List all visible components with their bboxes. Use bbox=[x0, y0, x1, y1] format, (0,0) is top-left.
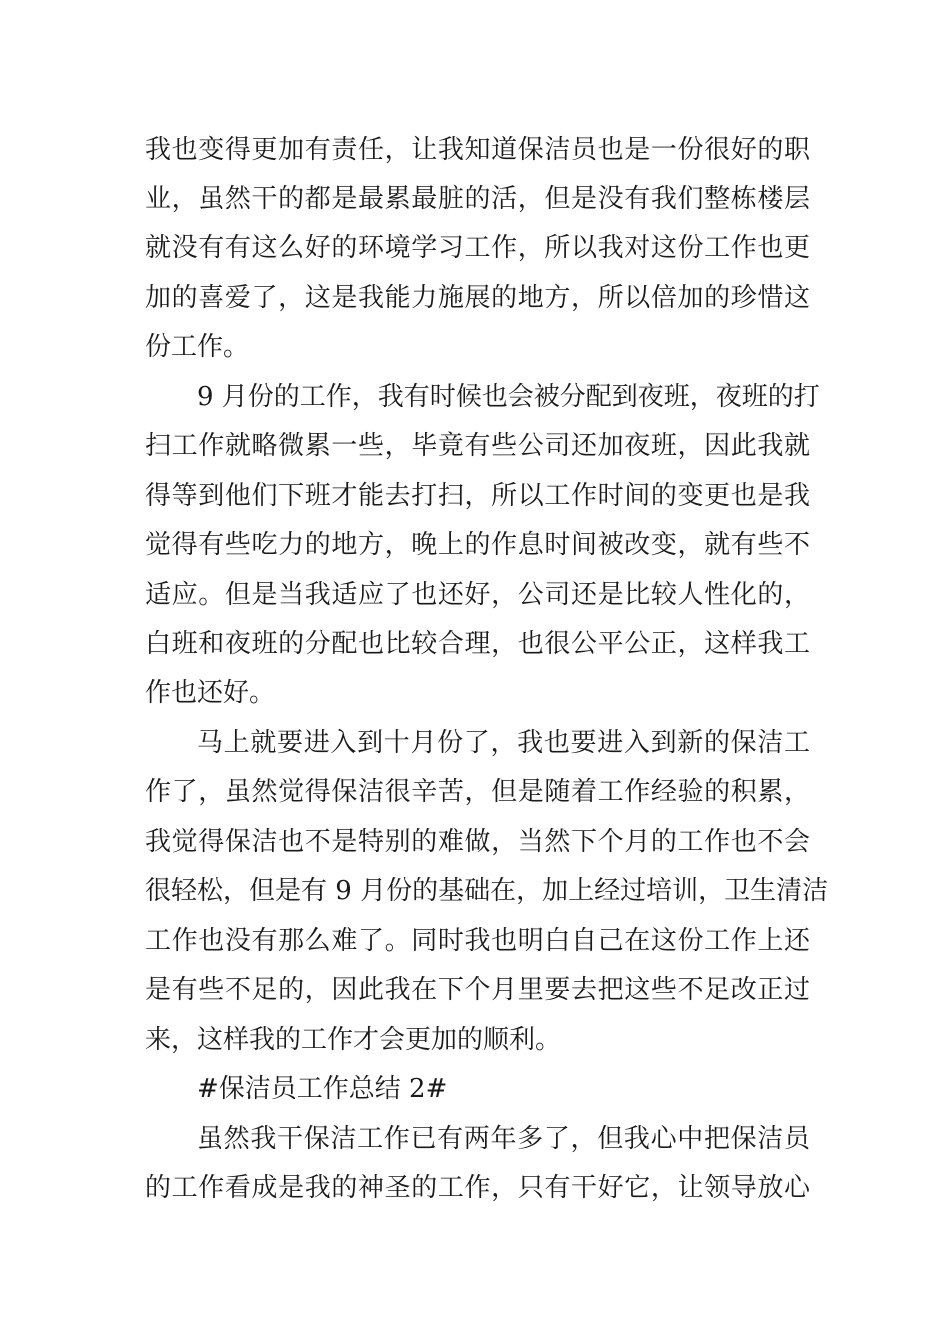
text-line: 9 月份的工作，我有时候也会被分配到夜班，夜班的打 bbox=[197, 382, 820, 412]
text-line: 来，这样我的工作才会更加的顺利。 bbox=[145, 1025, 562, 1055]
text-line: 作也还好。 bbox=[145, 678, 276, 708]
text-line: 适应。但是当我适应了也还好，公司还是比较人性化的， bbox=[145, 580, 810, 610]
text-line: 我也变得更加有责任，让我知道保洁员也是一份很好的职 bbox=[145, 135, 810, 165]
text-line: 加的喜爱了，这是我能力施展的地方，所以倍加的珍惜这 bbox=[145, 283, 810, 313]
text-line: 的工作看成是我的神圣的工作，只有干好它，让领导放心 bbox=[145, 1173, 810, 1203]
text-line: 是有些不足的，因此我在下个月里要去把这些不足改正过 bbox=[145, 975, 810, 1005]
text-line: 得等到他们下班才能去打扫，所以工作时间的变更也是我 bbox=[145, 481, 810, 511]
text-line: 份工作。 bbox=[145, 332, 250, 362]
text-line: 白班和夜班的分配也比较合理，也很公平公正，这样我工 bbox=[145, 629, 810, 659]
text-line: 虽然我干保洁工作已有两年多了，但我心中把保洁员 bbox=[197, 1124, 810, 1154]
text-line: 我觉得保洁也不是特别的难做，当然下个月的工作也不会 bbox=[145, 827, 810, 857]
heading-text: #保洁员工作总结 2# bbox=[197, 1074, 448, 1104]
text-line: 马上就要进入到十月份了，我也要进入到新的保洁工 bbox=[197, 728, 810, 758]
text-line: 业，虽然干的都是最累最脏的活，但是没有我们整栋楼层 bbox=[145, 184, 810, 214]
text-line: 很轻松，但是有 9 月份的基础在，加上经过培训，卫生清洁 bbox=[145, 876, 829, 906]
text-line: 工作也没有那么难了。同时我也明白自己在这份工作上还 bbox=[145, 926, 810, 956]
text-line: 扫工作就略微累一些，毕竟有些公司还加夜班，因此我就 bbox=[145, 431, 810, 461]
text-line: 作了，虽然觉得保洁很辛苦，但是随着工作经验的积累， bbox=[145, 777, 810, 807]
text-line: 觉得有些吃力的地方，晚上的作息时间被改变，就有些不 bbox=[145, 530, 810, 560]
text-line: 就没有有这么好的环境学习工作，所以我对这份工作也更 bbox=[145, 233, 810, 263]
